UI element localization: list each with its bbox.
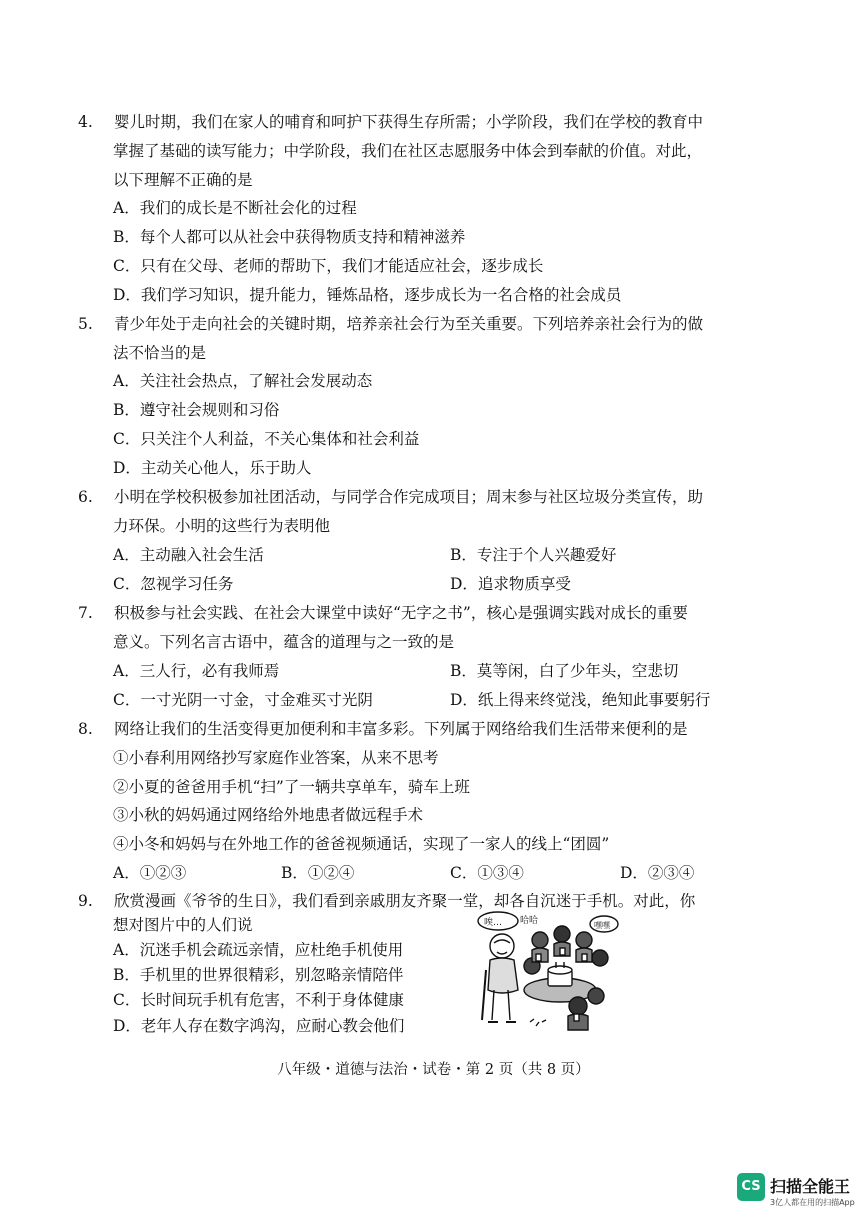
option-b: B．遵守社会规则和习俗 xyxy=(113,401,280,419)
question-number: 6. xyxy=(78,488,93,506)
option-c: C．忽视学习任务 xyxy=(113,575,234,593)
question-number: 4. xyxy=(78,113,93,131)
question-stem: 小明在学校积极参加社团活动，与同学合作完成项目；周末参与社区垃圾分类宣传，助 xyxy=(114,488,704,506)
option-a: A．我们的成长是不断社会化的过程 xyxy=(113,199,357,217)
question-stem: 婴儿时期，我们在家人的哺育和呵护下获得生存所需；小学阶段，我们在学校的教育中 xyxy=(114,113,704,131)
option-d: D．主动关心他人，乐于助人 xyxy=(113,459,312,477)
option-a: A．关注社会热点，了解社会发展动态 xyxy=(113,372,373,390)
option-c: C．一寸光阴一寸金，寸金难买寸光阴 xyxy=(113,691,373,709)
question-number: 8. xyxy=(78,720,93,738)
option-d: D．追求物质享受 xyxy=(450,575,571,593)
option-c: C．①③④ xyxy=(450,864,524,882)
option-c: C．长时间玩手机有危害，不利于身体健康 xyxy=(113,991,404,1009)
question-stem: 掌握了基础的读写能力；中学阶段，我们在社区志愿服务中体会到奉献的价值。对此， xyxy=(113,142,703,160)
question-stem: 想对图片中的人们说 xyxy=(113,916,253,934)
statement-3: ③小秋的妈妈通过网络给外地患者做远程手术 xyxy=(113,806,424,824)
option-c: C．只有在父母、老师的帮助下，我们才能适应社会，逐步成长 xyxy=(113,257,544,275)
question-number: 7. xyxy=(78,604,93,622)
option-b: B．专注于个人兴趣爱好 xyxy=(450,546,617,564)
option-b: B．手机里的世界很精彩，别忽略亲情陪伴 xyxy=(113,966,404,984)
question-stem: 青少年处于走向社会的关键时期，培养亲社会行为至关重要。下列培养亲社会行为的做 xyxy=(114,315,704,333)
comic-bubble-right: 嘿嘿 xyxy=(594,921,610,930)
option-d: D．老年人存在数字鸿沟，应耐心教会他们 xyxy=(113,1017,405,1035)
option-d: D．我们学习知识，提升能力，锤炼品格，逐步成长为一名合格的社会成员 xyxy=(113,286,622,304)
option-b: B．①②④ xyxy=(281,864,355,882)
question-stem: 欣赏漫画《爷爷的生日》，我们看到亲戚朋友齐聚一堂，却各自沉迷于手机。对此，你 xyxy=(114,892,696,910)
statement-1: ①小春利用网络抄写家庭作业答案，从来不思考 xyxy=(113,749,439,767)
option-a: A．①②③ xyxy=(113,864,187,882)
option-b: B．每个人都可以从社会中获得物质支持和精神滋养 xyxy=(113,228,466,246)
option-b: B．莫等闲，白了少年头，空悲切 xyxy=(450,662,679,680)
question-stem: 力环保。小明的这些行为表明他 xyxy=(113,517,331,535)
question-number: 5. xyxy=(78,315,93,333)
question-stem: 网络让我们的生活变得更加便利和丰富多彩。下列属于网络给我们生活带来便利的是 xyxy=(114,720,688,738)
camscanner-logo-icon: CS xyxy=(737,1173,765,1201)
option-a: A．三人行，必有我师焉 xyxy=(113,662,280,680)
option-c: C．只关注个人利益，不关心集体和社会利益 xyxy=(113,430,420,448)
statement-4: ④小冬和妈妈与在外地工作的爸爸视频通话，实现了一家人的线上“团圆” xyxy=(113,835,610,853)
comic-bubble-left: 唉… xyxy=(484,918,503,928)
option-d: D．②③④ xyxy=(620,864,695,882)
question-stem: 意义。下列名言古语中，蕴含的道理与之一致的是 xyxy=(113,633,455,651)
page-footer: 八年级・道德与法治・试卷・第 2 页（共 8 页） xyxy=(277,1062,590,1078)
statement-2: ②小夏的爸爸用手机“扫”了一辆共享单车，骑车上班 xyxy=(113,778,470,796)
option-d: D．纸上得来终觉浅，绝知此事要躬行 xyxy=(450,691,711,709)
question-stem: 以下理解不正确的是 xyxy=(113,171,253,189)
camscanner-watermark xyxy=(737,1169,855,1211)
question-number: 9. xyxy=(78,892,93,910)
question-stem: 法不恰当的是 xyxy=(113,344,207,362)
option-a: A．主动融入社会生活 xyxy=(113,546,264,564)
camscanner-name: 扫描全能王 xyxy=(770,1177,851,1196)
option-a: A．沉迷手机会疏远亲情，应杜绝手机使用 xyxy=(113,941,404,959)
comic-bubble-mid: 哈哈 xyxy=(520,916,539,926)
camscanner-tagline: 3亿人都在用的扫描App xyxy=(770,1198,855,1207)
question-stem: 积极参与社会实践、在社会大课堂中读好“无字之书”，核心是强调实践对成长的重要 xyxy=(114,604,688,622)
comic-grandpa-birthday xyxy=(472,910,620,1034)
